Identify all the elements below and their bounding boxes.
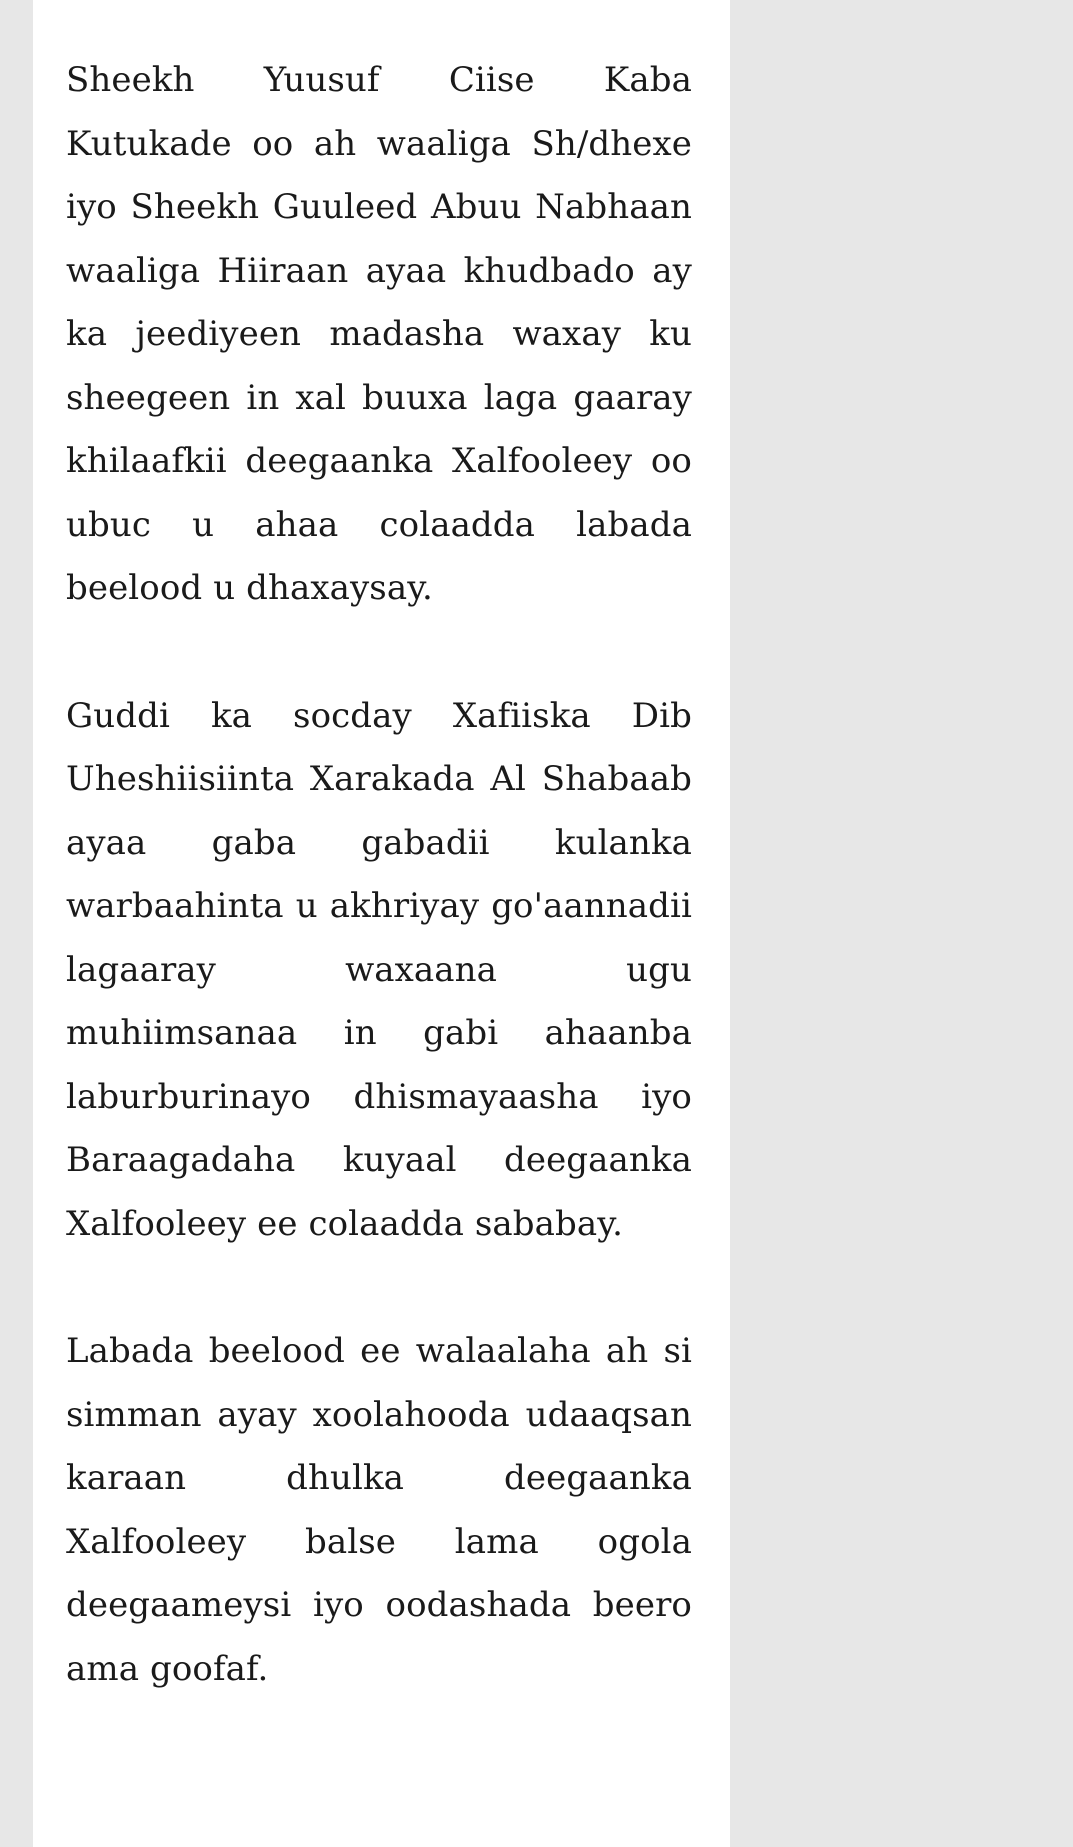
article-paragraph-2: Guddi ka socday Xafiiska Dib Uheshiisiinta Xarakada Al Shabaab ayaa gaba gabadii kulanka warbaahinta u akhriyay go'aannadii lagaaray waxaana ugu muhiimsanaa in gabi ahaanba laburburinayo dhismayaasha iyo Baraagadaha kuyaal deegaanka Xalfooleey ee colaadda sababay. xyxy=(66,695,692,1244)
article-paragraph-1: Sheekh Yuusuf Ciise Kaba Kutukade oo ah waaliga Sh/dhexe iyo Sheekh Guuleed Abuu Nabhaan waaliga Hiiraan ayaa khudbado ay ka jeediyeen madasha waxay ku sheegeen in xal buuxa laga gaaray khilaafkii deegaanka Xalfooleey oo ubuc u ahaa colaadda labada beelood u dhaxaysay. xyxy=(66,60,692,608)
article-paragraph-3: Labada beelood ee walaalaha ah si simman ayay xoolahooda udaaqsan karaan dhulka deegaanka Xalfooleey balse lama ogola deegaameysi iyo oodashada beero ama goofaf. xyxy=(66,1331,692,1689)
article-body xyxy=(33,0,730,1847)
